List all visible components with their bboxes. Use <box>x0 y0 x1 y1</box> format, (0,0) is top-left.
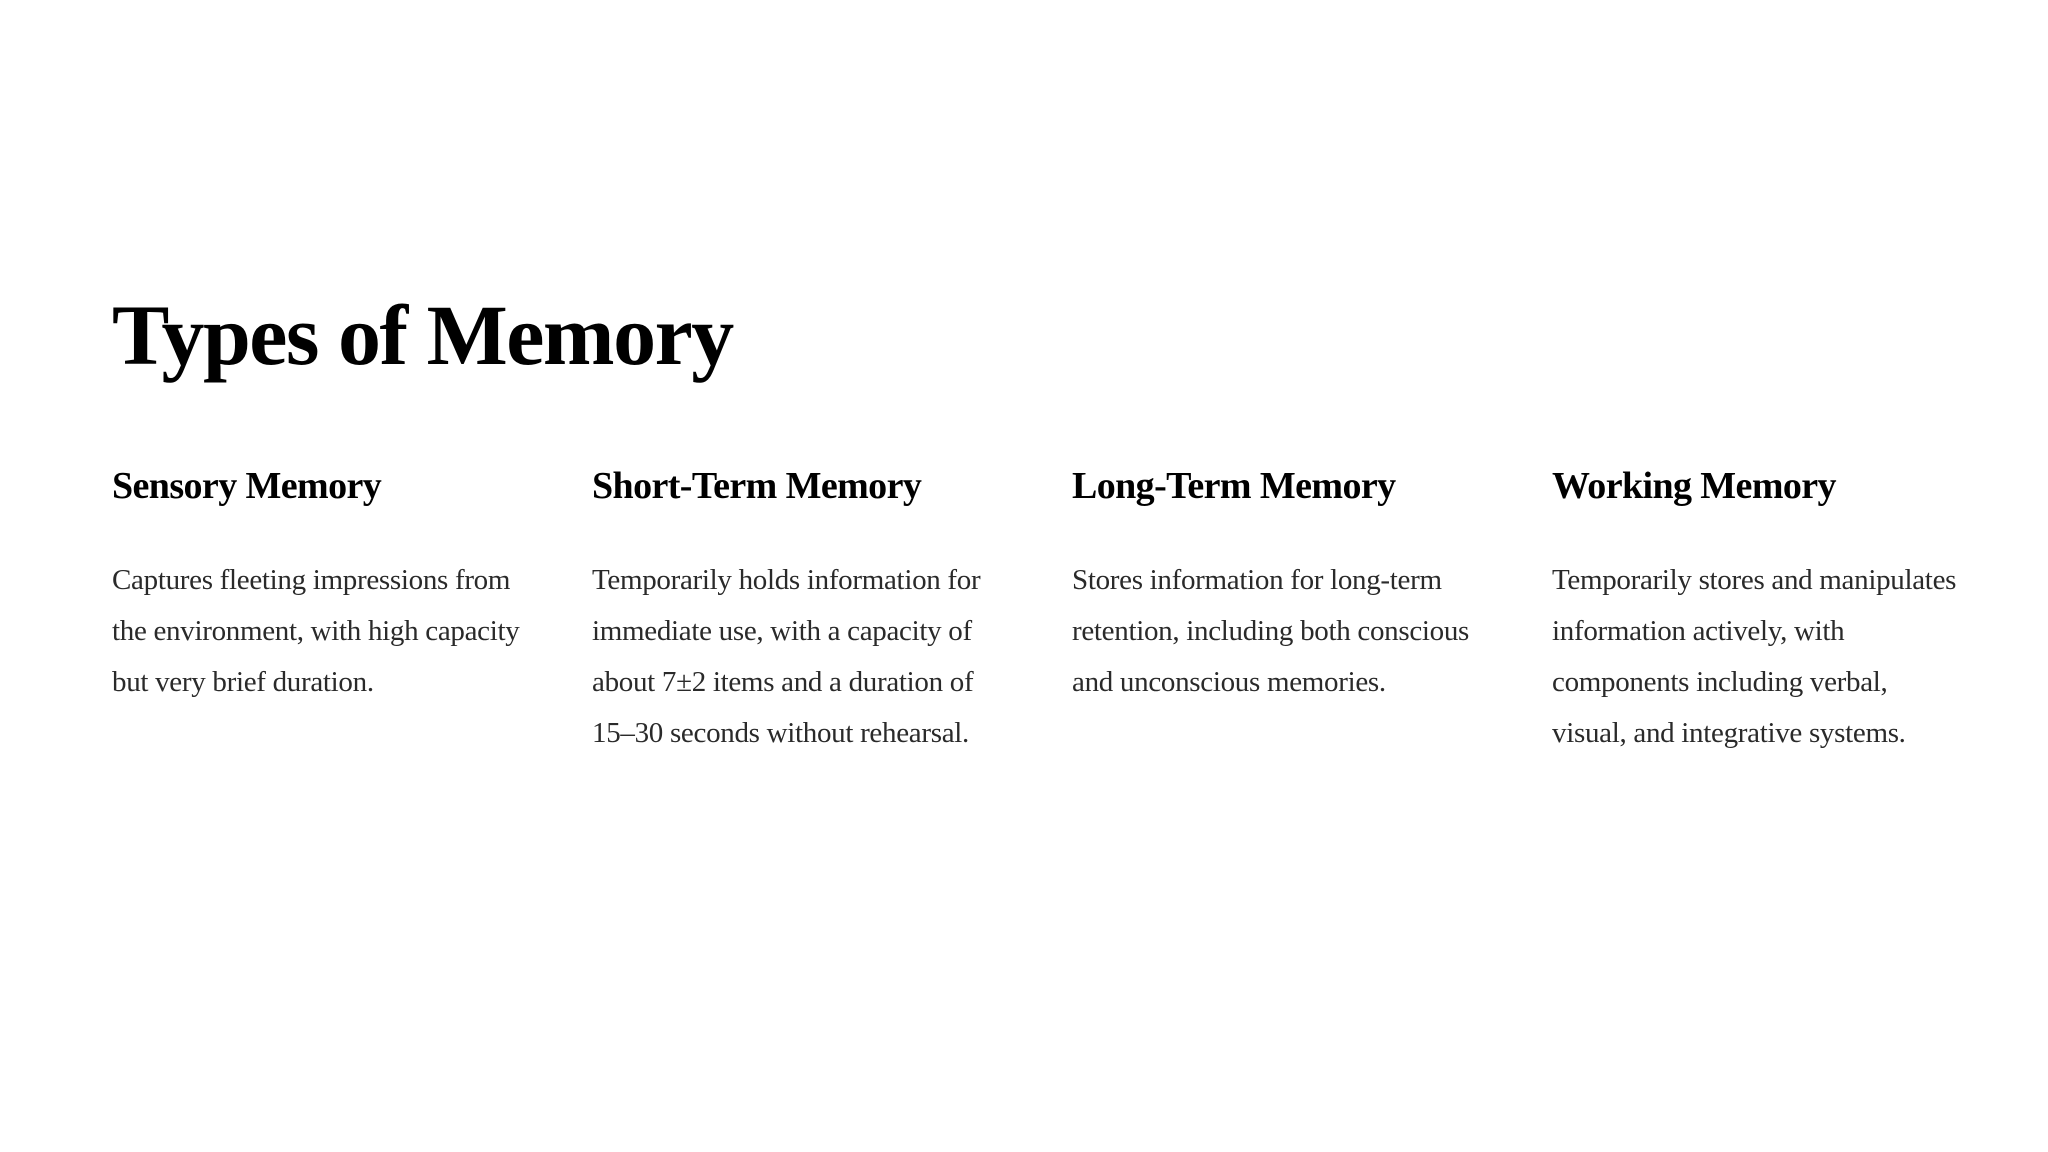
column-description: Temporarily holds information for immediate use, with a capacity of about 7±2 items and a duration of 15–30 seconds without rehearsal. <box>592 564 981 750</box>
memory-type-long-term <box>1072 462 1552 759</box>
memory-type-sensory <box>112 462 592 759</box>
column-heading: Sensory Memory <box>112 465 382 507</box>
memory-type-short-term <box>592 462 1072 759</box>
column-description: Captures fleeting impressions from the environment, with high capacity but very brief duration. <box>112 564 520 699</box>
memory-types-columns <box>112 462 1972 759</box>
column-heading: Working Memory <box>1552 465 1836 507</box>
column-heading: Long-Term Memory <box>1072 465 1396 507</box>
column-description: Stores information for long-term retention, including both conscious and unconscious memories. <box>1072 564 1470 699</box>
memory-type-working <box>1552 462 1972 759</box>
column-description: Temporarily stores and manipulates information actively, with components including verbal, visual, and integrative systems. <box>1552 564 1957 750</box>
slide-title: Types of Memory <box>112 287 733 383</box>
column-heading: Short-Term Memory <box>592 465 922 507</box>
